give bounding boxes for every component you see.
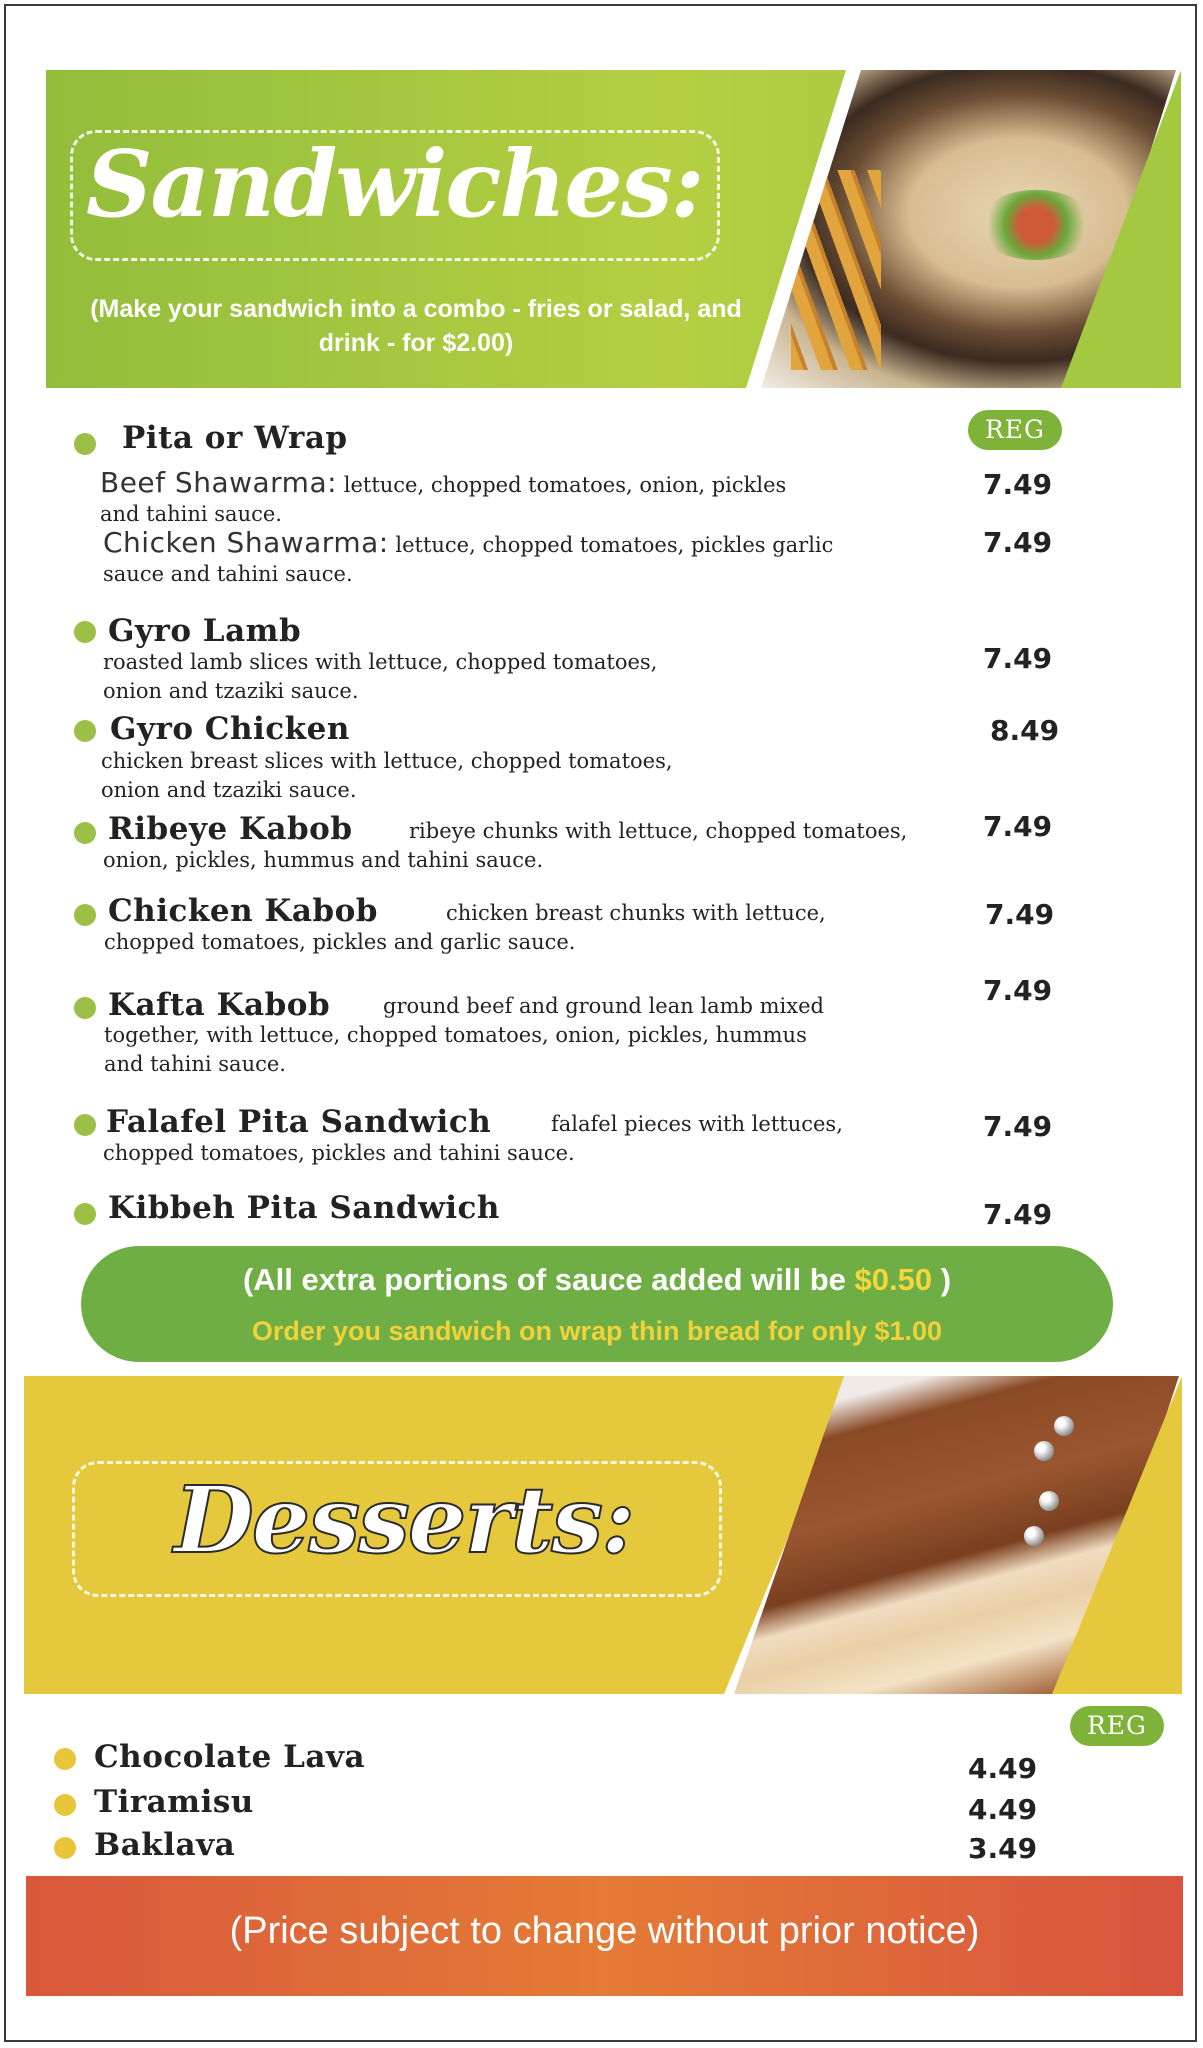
sauce-notice bbox=[81, 1246, 1113, 1362]
variant-beef-shawarma bbox=[100, 468, 800, 529]
price-falafel: 7.49 bbox=[983, 1110, 1053, 1143]
price-chicken-shawarma: 7.49 bbox=[983, 526, 1053, 559]
price-disclaimer-bar bbox=[26, 1876, 1183, 1996]
price-ribeye-kabob: 7.49 bbox=[983, 810, 1053, 843]
item-name-gyro-lamb: Gyro Lamb bbox=[108, 613, 302, 649]
disclaimer-text: (Price subject to change without prior notice) bbox=[229, 1910, 980, 1952]
pearl-decoration bbox=[1039, 1491, 1059, 1511]
bullet-icon bbox=[74, 997, 96, 1019]
item-name-gyro-chicken: Gyro Chicken bbox=[110, 711, 350, 747]
price-tiramisu: 4.49 bbox=[968, 1793, 1038, 1826]
notice-line-2: Order you sandwich on wrap thin bread for only $1.00 bbox=[251, 1316, 943, 1346]
item-desc-ribeye-kabob: ribeye chunks with lettuce, chopped tomatoes, onion, pickles, hummus and tahini sauce. bbox=[103, 819, 908, 872]
reg-badge: REG bbox=[1070, 1706, 1164, 1746]
sandwiches-banner bbox=[46, 70, 1181, 388]
reg-badge: REG bbox=[968, 410, 1062, 450]
bullet-icon bbox=[74, 904, 96, 926]
desserts-banner bbox=[24, 1376, 1182, 1694]
bullet-icon bbox=[74, 720, 96, 742]
variant-desc: lettuce, chopped tomatoes, pickles garlic sauce and tahini sauce. bbox=[103, 533, 834, 586]
item-name-ribeye-kabob: Ribeye Kabob bbox=[108, 811, 353, 847]
filling-image bbox=[976, 190, 1096, 260]
variant-desc: lettuce, chopped tomatoes, onion, pickles and tahini sauce. bbox=[100, 473, 787, 526]
price-beef-shawarma: 7.49 bbox=[983, 468, 1053, 501]
bullet-icon bbox=[74, 621, 96, 643]
item-desc-kafta-kabob: ground beef and ground lean lamb mixed together, with lettuce, chopped tomatoes, onion, pickles, hummus and tahini sauce. bbox=[104, 994, 824, 1076]
item-name-chicken-kabob: Chicken Kabob bbox=[108, 893, 378, 929]
notice-line-1 bbox=[81, 1262, 1113, 1298]
item-desc-gyro-lamb: roasted lamb slices with lettuce, chopped tomatoes, onion and tzaziki sauce. bbox=[103, 650, 658, 703]
bullet-icon bbox=[74, 1114, 96, 1136]
price-gyro-chicken: 8.49 bbox=[990, 714, 1060, 747]
price-kibbeh: 7.49 bbox=[983, 1198, 1053, 1231]
item-name-kafta-kabob: Kafta Kabob bbox=[108, 987, 331, 1023]
price-baklava: 3.49 bbox=[968, 1832, 1038, 1865]
combo-subtitle: (Make your sandwich into a combo - fries or salad, and drink - for $2.00) bbox=[90, 295, 742, 357]
bullet-icon bbox=[74, 822, 96, 844]
pearl-decoration bbox=[1034, 1441, 1054, 1461]
price-chicken-kabob: 7.49 bbox=[985, 898, 1055, 931]
variant-name: Beef Shawarma: bbox=[100, 466, 338, 499]
item-name-chocolate-lava: Chocolate Lava bbox=[94, 1739, 366, 1775]
notice-price: $0.50 bbox=[854, 1262, 933, 1297]
bullet-icon bbox=[74, 433, 96, 455]
bullet-icon bbox=[54, 1794, 76, 1816]
pearl-decoration bbox=[1054, 1416, 1074, 1436]
bullet-icon bbox=[54, 1748, 76, 1770]
desserts-title: Desserts: bbox=[174, 1466, 634, 1574]
price-chocolate-lava: 4.49 bbox=[968, 1752, 1038, 1785]
item-desc-gyro-chicken: chicken breast slices with lettuce, chopped tomatoes, onion and tzaziki sauce. bbox=[101, 749, 673, 802]
pearl-decoration bbox=[1024, 1526, 1044, 1546]
item-desc-chicken-kabob: chicken breast chunks with lettuce, chopped tomatoes, pickles and garlic sauce. bbox=[104, 901, 826, 954]
variant-chicken-shawarma bbox=[103, 528, 863, 589]
notice-text: (All extra portions of sauce added will be bbox=[242, 1262, 846, 1297]
item-name-falafel: Falafel Pita Sandwich bbox=[106, 1104, 492, 1140]
price-kafta-kabob: 7.49 bbox=[983, 974, 1053, 1007]
sandwiches-title: Sandwiches: bbox=[86, 130, 703, 238]
bullet-icon bbox=[74, 1203, 96, 1225]
item-name-kibbeh: Kibbeh Pita Sandwich bbox=[108, 1190, 500, 1226]
item-desc-falafel: falafel pieces with lettuces, chopped tomatoes, pickles and tahini sauce. bbox=[103, 1112, 843, 1165]
bullet-icon bbox=[54, 1837, 76, 1859]
variant-name: Chicken Shawarma: bbox=[103, 526, 389, 559]
item-name-pita-wrap: Pita or Wrap bbox=[122, 420, 348, 456]
item-name-baklava: Baklava bbox=[94, 1827, 236, 1863]
notice-close: ) bbox=[940, 1262, 952, 1297]
price-gyro-lamb: 7.49 bbox=[983, 642, 1053, 675]
item-name-tiramisu: Tiramisu bbox=[94, 1784, 254, 1820]
